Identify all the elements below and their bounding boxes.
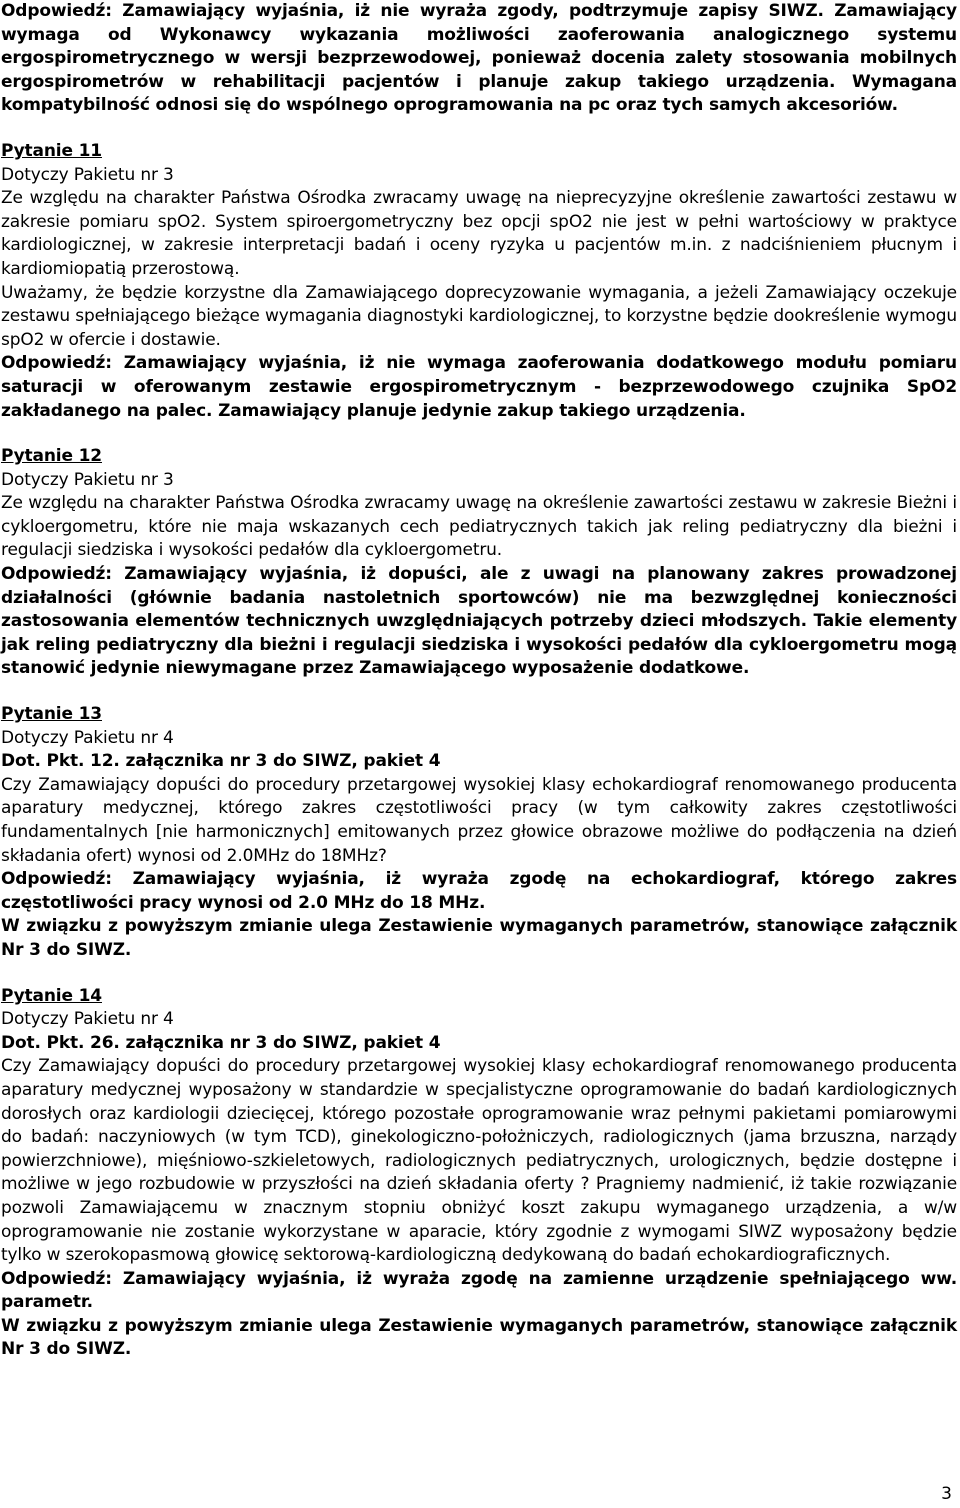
question-13-change-note: W związku z powyższym zmianie ulega Zestawienie wymaganych parametrów, stanowiące załącznik Nr 3 do SIWZ. [1,916,957,960]
question-11-package: Dotyczy Pakietu nr 3 [1,164,174,185]
question-14-body: Czy Zamawiający dopuści do procedury przetargowej wysokiej klasy echokardiograf renomowanego producenta aparatury medycznej wyposażony w standardzie w specjalistyczne oprogramowanie do badań kardiologicznych dorosłych oraz kardiologii dziecięcej, którego pozostałe oprogramowanie wraz pełnymi pakietami pomiarowymi do badań: naczyniowych (w tym TCD), ginekologiczno-położniczych, radiologicznych (jama brzuszna, narządy powierzchniowe), mięśniowo-szkieletowych, radiologicznych pediatrycznych, urologicznych, będzie dostępne i możliwe w jego rozbudowie w przyszłości na dzień składania oferty ? Pragniemy nadmienić, iż takie rozwiązanie pozwoli Zamawiającemu w znacznym stopniu obniżyć koszt zakupu wymaganego urządzenia, a w/w oprogramowanie nie zostanie wykorzystane w aparacie, który zgodnie z wymogami SIWZ wyposażony będzie tylko w szerokopasmową głowicę sektorową-kardiologiczną dedykowaną do badań echokardiograficznych. [1,1056,957,1266]
question-12-package: Dotyczy Pakietu nr 3 [1,469,174,490]
question-11-title: Pytanie 11 [1,140,102,161]
question-14-reference: Dot. Pkt. 26. załącznika nr 3 do SIWZ, pakiet 4 [1,1032,441,1053]
question-13-package: Dotyczy Pakietu nr 4 [1,727,174,748]
question-12-title: Pytanie 12 [1,446,102,467]
document-body [1,0,957,1362]
question-11-answer: Odpowiedź: Zamawiający wyjaśnia, iż nie wymaga zaoferowania dodatkowego modułu pomiaru saturacji w oferowanym zestawie ergospirometrycznym - bezprzewodowego czujnika SpO2 zakładanego na palec. Zamawiający planuje jedynie zakup takiego urządzenia. [1,353,957,421]
question-12-body: Ze względu na charakter Państwa Ośrodka zwracamy uwagę na określenie zawartości zestawu w zakresie Bieżni i cykloergometru, które nie maja wskazanych cech pediatrycznych takich jak reling pediatryczny dla bieżni i regulacji siedziska i wysokości pedałów dla cykloergometru. [1,493,957,561]
question-12-answer: Odpowiedź: Zamawiający wyjaśnia, iż dopuści, ale z uwagi na planowany zakres prowadzonej działalności (głównie badania nastoletnich sportowców) nie ma bezwzględnej konieczności zastosowania elementów technicznych uwzględniających potrzeby dzieci młodszych. Takie elementy jak reling pediatryczny dla bieżni i regulacji siedziska i wysokości pedałów dla cykloergometru mogą stanowić jedynie niewymagane przez Zamawiającego wyposażenie dodatkowe. [1,564,957,679]
question-13-title: Pytanie 13 [1,704,102,725]
question-13-body: Czy Zamawiający dopuści do procedury przetargowej wysokiej klasy echokardiograf renomowanego producenta aparatury medycznej, którego zakres częstotliwości pracy (w tym całkowity zakres częstotliwości fundamentalnych [nie harmonicznych] emitowanych przez głowice obrazowe możliwe do podłączenia na dzień składania ofert) wynosi od 2.0MHz do 18MHz? [1,774,957,866]
question-14-title: Pytanie 14 [1,985,102,1006]
question-12 [1,445,957,681]
question-11 [1,140,957,423]
question-13-answer: Odpowiedź: Zamawiający wyjaśnia, iż wyraża zgodę na echokardiograf, którego zakres częstotliwości pracy wynosi od 2.0 MHz do 18 MHz. [1,869,957,913]
question-13-reference: Dot. Pkt. 12. załącznika nr 3 do SIWZ, pakiet 4 [1,751,441,772]
spacer [1,423,957,445]
spacer [1,681,957,703]
question-11-body-continued: Uważamy, że będzie korzystne dla Zamawiającego doprecyzowanie wymagania, a jeżeli Zamawiający oczekuje zestawu spełniającego bieżące wymagania diagnostyki kardiologicznej, to korzystne będzie dookreślenie wymogu spO2 w ofercie i dostawie. [1,282,957,350]
answer-previous: Odpowiedź: Zamawiający wyjaśnia, iż nie wyraża zgody, podtrzymuje zapisy SIWZ. Zamawiający wymaga od Wykonawcy wykazania możliwości zaoferowania analogicznego systemu ergospirometrycznego w wersji bezprzewodowej, ponieważ docenia zalety stosowania mobilnych ergospirometrów w rehabilitacji pacjentów i planuje zakup takiego urządzenia. Wymagana kompatybilność odnosi się do wspólnego oprogramowania na pc oraz tych samych akcesoriów. [1,1,957,116]
question-14 [1,985,957,1363]
question-14-package: Dotyczy Pakietu nr 4 [1,1009,174,1030]
question-11-body: Ze względu na charakter Państwa Ośrodka zwracamy uwagę na nieprecyzyjne określenie zawartości zestawu w zakresie pomiaru spO2. System spiroergometryczny bez opcji spO2 nie jest w pełni wartościowy w praktyce kardiologicznej, w zakresie interpretacji badań i oceny ryzyka u pacjentów m.in. z nadciśnieniem płucnym i kardiomiopatią przerostową. [1,188,957,279]
page-number: 3 [941,1484,952,1504]
spacer [1,118,957,140]
question-13 [1,703,957,963]
question-14-change-note: W związku z powyższym zmianie ulega Zestawienie wymaganych parametrów, stanowiące załącznik Nr 3 do SIWZ. [1,1315,957,1360]
spacer [1,963,957,985]
question-14-answer: Odpowiedź: Zamawiający wyjaśnia, iż wyraża zgodę na zamienne urządzenie spełniającego ww. parametr. [1,1268,957,1313]
